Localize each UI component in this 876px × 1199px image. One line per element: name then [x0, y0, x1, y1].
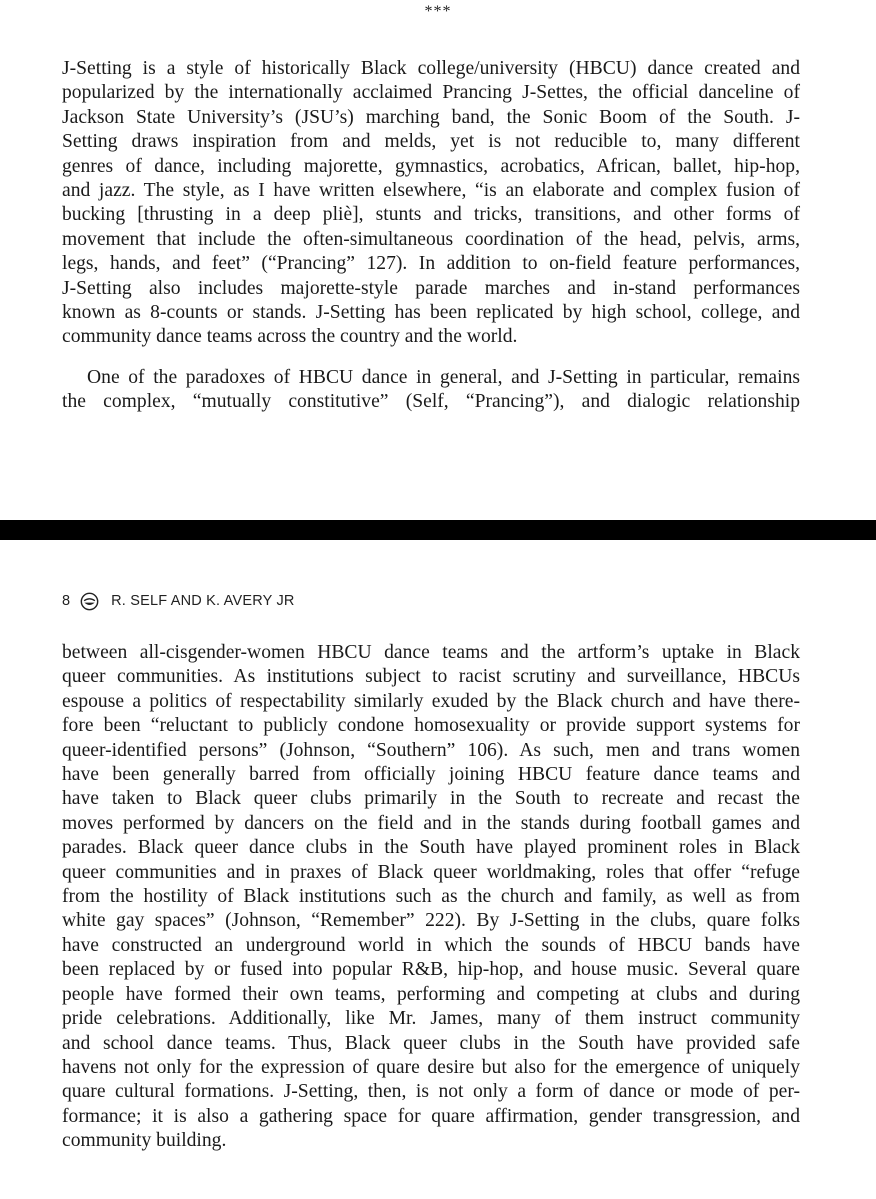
running-head-authors: R. SELF AND K. AVERY JR	[111, 593, 295, 609]
text-line: formance; it is also a gathering space for quare affirmation, gender transgression, and	[62, 1105, 800, 1127]
text-line: and jazz. The style, as I have written elsewhere, “is an elaborate and complex fusion of	[62, 180, 800, 202]
text-line: have taken to Black queer clubs primarily in the South to recreate and recast the	[62, 788, 800, 810]
page-top	[0, 0, 876, 520]
text-line: people have formed their own teams, performing and competing at clubs and during	[62, 983, 800, 1005]
text-line: espouse a politics of respectability similarly exuded by the Black church and have there-	[62, 690, 800, 712]
text-line: queer-identified persons” (Johnson, “Southern” 106). As such, men and trans women	[62, 739, 800, 761]
text-line: white gay spaces” (Johnson, “Remember” 222). By J-Setting in the clubs, quare folks	[62, 910, 800, 932]
text-line: havens not only for the expression of quare desire but also for the emergence of uniquely	[62, 1056, 800, 1078]
text-line: J-Setting also includes majorette-style parade marches and in-stand performances	[62, 277, 800, 299]
text-line: been replaced by or fused into popular R&B, hip-hop, and house music. Several quare	[62, 959, 800, 981]
text-line: queer communities and in praxes of Black queer worldmaking, roles that offer “refuge	[62, 861, 800, 883]
text-line: the complex, “mutually constitutive” (Self, “Prancing”), and dialogic relationship	[62, 391, 800, 413]
text-line: Setting draws inspiration from and melds, yet is not reducible to, many different	[62, 131, 800, 153]
text-line: community dance teams across the country and the world.	[62, 326, 518, 348]
journal-logo-icon	[80, 592, 99, 611]
text-line: quare cultural formations. J-Setting, then, is not only a form of dance or mode of per-	[62, 1081, 800, 1103]
text-line: One of the paradoxes of HBCU dance in general, and J-Setting in particular, remains	[87, 367, 800, 388]
page-number: 8	[62, 593, 71, 609]
text-line: genres of dance, including majorette, gymnastics, acrobatics, African, ballet, hip-hop,	[62, 155, 800, 177]
text-line: J-Setting is a style of historically Black college/university (HBCU) dance created and	[62, 58, 800, 79]
text-line: community building.	[62, 1130, 227, 1152]
text-line: pride celebrations. Additionally, like Mr. James, many of them instruct community	[62, 1008, 800, 1030]
text-line: known as 8-counts or stands. J-Setting has been replicated by high school, college, and	[62, 302, 800, 324]
text-line: from the hostility of Black institutions such as the church and family, as well as from	[62, 886, 800, 908]
text-line: and school dance teams. Thus, Black queer clubs in the South have provided safe	[62, 1032, 800, 1054]
page-divider	[0, 520, 876, 540]
text-line: have been generally barred from officially joining HBCU feature dance teams and	[62, 764, 800, 786]
paragraph-3	[62, 641, 800, 1154]
text-line: popularized by the internationally acclaimed Prancing J-Settes, the official danceline of	[62, 82, 800, 104]
text-line: movement that include the often-simultaneous coordination of the head, pelvis, arms,	[62, 228, 800, 250]
text-line: fore been “reluctant to publicly condone homosexuality or provide support systems for	[62, 715, 800, 737]
paragraph-1	[62, 57, 800, 350]
text-line: bucking [thrusting in a deep pliè], stunts and tricks, transitions, and other forms of	[62, 204, 800, 226]
text-line: between all-cisgender-women HBCU dance teams and the artform’s uptake in Black	[62, 642, 800, 663]
text-line: legs, hands, and feet” (“Prancing” 127). In addition to on-field feature performances,	[62, 253, 800, 275]
section-break: ***	[424, 3, 452, 20]
paragraph-2	[62, 366, 800, 415]
text-line: queer communities. As institutions subject to racist scrutiny and surveillance, HBCUs	[62, 666, 800, 688]
text-line: parades. Black queer dance clubs in the South have played prominent roles in Black	[62, 837, 800, 859]
text-line: have constructed an underground world in which the sounds of HBCU bands have	[62, 934, 800, 956]
text-line: moves performed by dancers on the field and in the stands during football games and	[62, 812, 800, 834]
running-header	[62, 590, 295, 612]
text-line: Jackson State University’s (JSU’s) marching band, the Sonic Boom of the South. J-	[62, 106, 800, 128]
